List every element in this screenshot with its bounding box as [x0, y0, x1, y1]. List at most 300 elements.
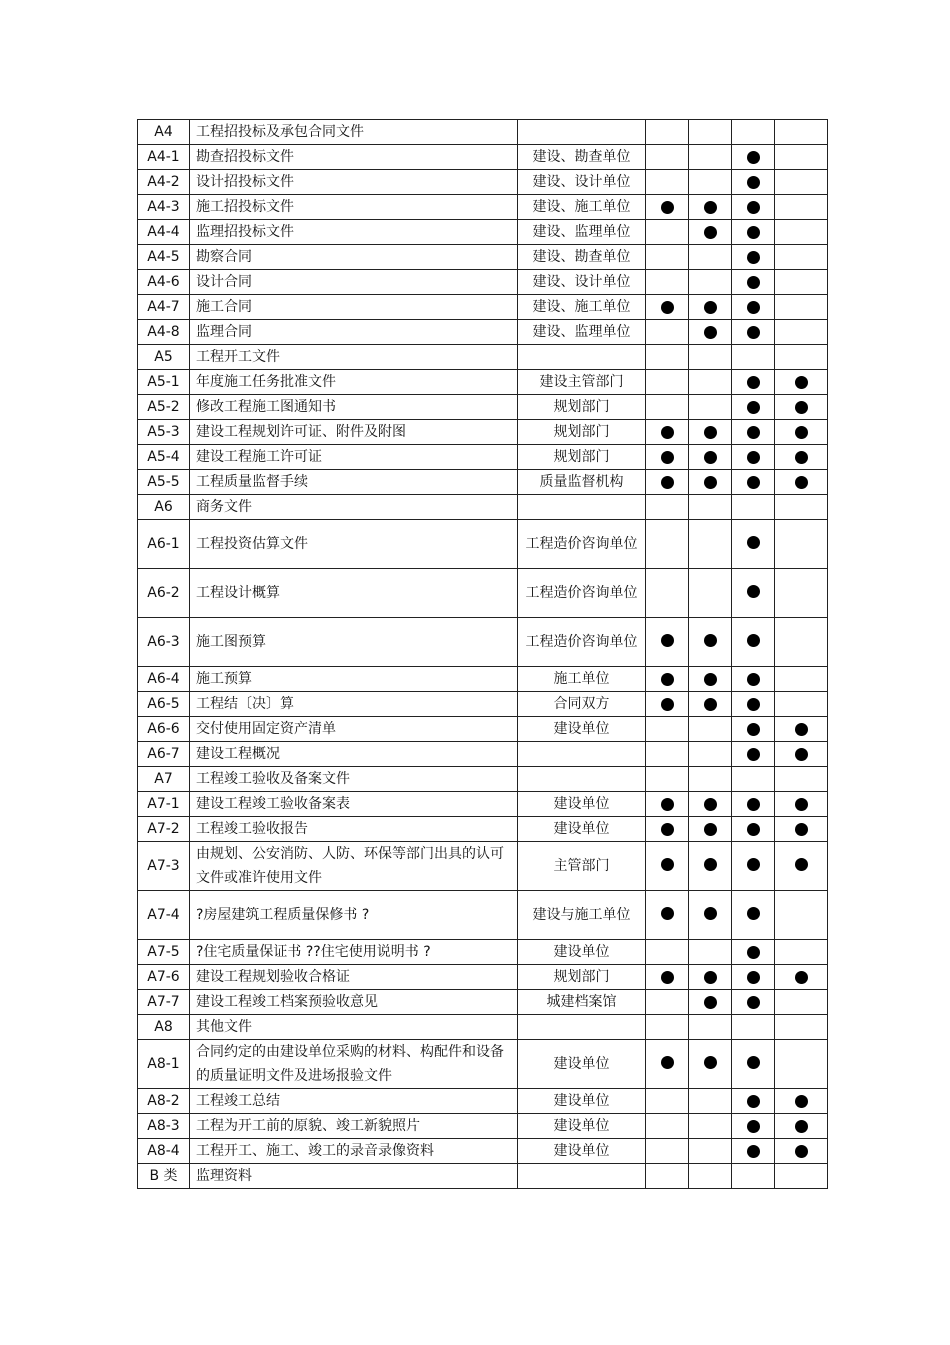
table-row [138, 767, 828, 792]
mark-cell [646, 717, 689, 742]
mark-cell [646, 891, 689, 940]
row-unit: 城建档案馆 [518, 990, 646, 1015]
mark-cell [775, 420, 828, 445]
row-code: A4-8 [138, 320, 190, 345]
mark-cell [646, 520, 689, 569]
mark-cell [732, 569, 775, 618]
table-row [138, 220, 828, 245]
mark-cell [775, 1089, 828, 1114]
mark-cell [646, 792, 689, 817]
row-document-name: ?房屋建筑工程质量保修书 ? [190, 891, 518, 940]
row-code: A5-1 [138, 370, 190, 395]
mark-cell [775, 145, 828, 170]
mark-cell [775, 295, 828, 320]
table-row [138, 1089, 828, 1114]
filled-circle-icon [795, 1120, 808, 1133]
row-code: A4-5 [138, 245, 190, 270]
filled-circle-icon [747, 907, 760, 920]
table-row [138, 667, 828, 692]
filled-circle-icon [747, 634, 760, 647]
mark-cell [775, 767, 828, 792]
mark-cell [646, 445, 689, 470]
mark-cell [689, 1015, 732, 1040]
mark-cell [732, 940, 775, 965]
mark-cell [646, 1114, 689, 1139]
mark-cell [732, 195, 775, 220]
mark-cell [646, 1015, 689, 1040]
row-document-name: 工程开工文件 [190, 345, 518, 370]
row-code: A7-4 [138, 891, 190, 940]
filled-circle-icon [747, 1056, 760, 1069]
filled-circle-icon [747, 476, 760, 489]
row-document-name: 建设工程竣工验收备案表 [190, 792, 518, 817]
filled-circle-icon [704, 476, 717, 489]
mark-cell [689, 792, 732, 817]
mark-cell [646, 345, 689, 370]
table-row [138, 270, 828, 295]
filled-circle-icon [661, 907, 674, 920]
mark-cell [775, 120, 828, 145]
row-document-name: 建设工程规划验收合格证 [190, 965, 518, 990]
filled-circle-icon [747, 996, 760, 1009]
row-unit: 建设单位 [518, 1139, 646, 1164]
mark-cell [732, 295, 775, 320]
mark-cell [689, 370, 732, 395]
table-row [138, 420, 828, 445]
row-document-name: 工程招投标及承包合同文件 [190, 120, 518, 145]
mark-cell [646, 940, 689, 965]
mark-cell [646, 470, 689, 495]
table-row [138, 295, 828, 320]
row-code: A7-7 [138, 990, 190, 1015]
row-code: A7-5 [138, 940, 190, 965]
filled-circle-icon [661, 798, 674, 811]
mark-cell [646, 842, 689, 891]
row-document-name: 年度施工任务批准文件 [190, 370, 518, 395]
filled-circle-icon [704, 798, 717, 811]
row-unit: 质量监督机构 [518, 470, 646, 495]
table-row [138, 817, 828, 842]
filled-circle-icon [704, 858, 717, 871]
mark-cell [732, 767, 775, 792]
filled-circle-icon [747, 276, 760, 289]
table-row [138, 965, 828, 990]
row-unit: 建设单位 [518, 1040, 646, 1089]
mark-cell [732, 395, 775, 420]
row-document-name: 工程竣工验收及备案文件 [190, 767, 518, 792]
mark-cell [689, 270, 732, 295]
mark-cell [646, 667, 689, 692]
mark-cell [646, 990, 689, 1015]
row-unit: 规划部门 [518, 420, 646, 445]
mark-cell [646, 270, 689, 295]
row-code: A4-2 [138, 170, 190, 195]
mark-cell [646, 420, 689, 445]
mark-cell [732, 245, 775, 270]
filled-circle-icon [747, 176, 760, 189]
filled-circle-icon [661, 823, 674, 836]
row-unit: 建设单位 [518, 817, 646, 842]
row-unit: 建设单位 [518, 1114, 646, 1139]
row-document-name: 设计招投标文件 [190, 170, 518, 195]
row-document-name: 施工预算 [190, 667, 518, 692]
mark-cell [689, 1040, 732, 1089]
mark-cell [689, 220, 732, 245]
filled-circle-icon [704, 426, 717, 439]
row-unit: 主管部门 [518, 842, 646, 891]
mark-cell [775, 270, 828, 295]
row-unit: 建设、施工单位 [518, 195, 646, 220]
mark-cell [689, 817, 732, 842]
table-row [138, 520, 828, 569]
table-row [138, 395, 828, 420]
filled-circle-icon [661, 673, 674, 686]
mark-cell [775, 842, 828, 891]
mark-cell [689, 470, 732, 495]
table-row [138, 370, 828, 395]
filled-circle-icon [704, 301, 717, 314]
mark-cell [775, 817, 828, 842]
filled-circle-icon [747, 451, 760, 464]
row-document-name: 勘查招投标文件 [190, 145, 518, 170]
row-code: A5-4 [138, 445, 190, 470]
mark-cell [775, 470, 828, 495]
mark-cell [646, 370, 689, 395]
table-row [138, 195, 828, 220]
row-unit: 建设单位 [518, 717, 646, 742]
filled-circle-icon [747, 401, 760, 414]
mark-cell [775, 445, 828, 470]
row-code: A6-3 [138, 618, 190, 667]
mark-cell [775, 220, 828, 245]
row-code: A7-3 [138, 842, 190, 891]
mark-cell [689, 395, 732, 420]
mark-cell [646, 170, 689, 195]
row-code: A4-6 [138, 270, 190, 295]
row-unit: 建设、监理单位 [518, 320, 646, 345]
mark-cell [732, 370, 775, 395]
mark-cell [646, 120, 689, 145]
row-unit: 工程造价咨询单位 [518, 569, 646, 618]
mark-cell [689, 445, 732, 470]
filled-circle-icon [747, 251, 760, 264]
table-row [138, 1164, 828, 1189]
row-code: B 类 [138, 1164, 190, 1189]
filled-circle-icon [747, 301, 760, 314]
row-code: A8-3 [138, 1114, 190, 1139]
mark-cell [775, 1114, 828, 1139]
table-row [138, 842, 828, 891]
row-unit: 工程造价咨询单位 [518, 520, 646, 569]
filled-circle-icon [704, 1056, 717, 1069]
filled-circle-icon [661, 634, 674, 647]
table-row [138, 320, 828, 345]
mark-cell [732, 220, 775, 245]
mark-cell [775, 520, 828, 569]
row-code: A8-4 [138, 1139, 190, 1164]
table-row [138, 940, 828, 965]
table-row [138, 345, 828, 370]
mark-cell [689, 295, 732, 320]
row-document-name: 工程开工、施工、竣工的录音录像资料 [190, 1139, 518, 1164]
row-unit: 建设、设计单位 [518, 270, 646, 295]
row-code: A6 [138, 495, 190, 520]
filled-circle-icon [704, 326, 717, 339]
row-unit [518, 767, 646, 792]
mark-cell [775, 1139, 828, 1164]
row-code: A6-2 [138, 569, 190, 618]
filled-circle-icon [747, 858, 760, 871]
mark-cell [689, 320, 732, 345]
table-row [138, 792, 828, 817]
row-code: A8-1 [138, 1040, 190, 1089]
filled-circle-icon [747, 326, 760, 339]
row-document-name: 商务文件 [190, 495, 518, 520]
mark-cell [646, 295, 689, 320]
filled-circle-icon [747, 946, 760, 959]
filled-circle-icon [704, 698, 717, 711]
row-unit: 建设与施工单位 [518, 891, 646, 940]
mark-cell [646, 220, 689, 245]
mark-cell [689, 1089, 732, 1114]
mark-cell [775, 395, 828, 420]
filled-circle-icon [795, 858, 808, 871]
row-document-name: 监理招投标文件 [190, 220, 518, 245]
row-unit: 建设单位 [518, 940, 646, 965]
row-code: A5-3 [138, 420, 190, 445]
mark-cell [646, 195, 689, 220]
mark-cell [689, 120, 732, 145]
mark-cell [689, 842, 732, 891]
filled-circle-icon [747, 698, 760, 711]
filled-circle-icon [704, 823, 717, 836]
row-unit: 建设单位 [518, 1089, 646, 1114]
table-row [138, 742, 828, 767]
filled-circle-icon [795, 451, 808, 464]
row-unit [518, 742, 646, 767]
row-unit: 规划部门 [518, 445, 646, 470]
mark-cell [689, 245, 732, 270]
filled-circle-icon [747, 723, 760, 736]
mark-cell [732, 990, 775, 1015]
mark-cell [775, 1040, 828, 1089]
mark-cell [775, 990, 828, 1015]
mark-cell [732, 1015, 775, 1040]
row-code: A5 [138, 345, 190, 370]
row-document-name: 建设工程概况 [190, 742, 518, 767]
row-document-name: 工程结〔决〕算 [190, 692, 518, 717]
filled-circle-icon [704, 971, 717, 984]
filled-circle-icon [747, 971, 760, 984]
row-document-name: 勘察合同 [190, 245, 518, 270]
row-document-name: 工程设计概算 [190, 569, 518, 618]
mark-cell [732, 445, 775, 470]
filled-circle-icon [747, 1145, 760, 1158]
row-unit [518, 120, 646, 145]
mark-cell [689, 569, 732, 618]
mark-cell [775, 618, 828, 667]
filled-circle-icon [661, 201, 674, 214]
filled-circle-icon [747, 798, 760, 811]
filled-circle-icon [795, 376, 808, 389]
mark-cell [646, 1040, 689, 1089]
row-document-name: 设计合同 [190, 270, 518, 295]
row-unit: 建设、施工单位 [518, 295, 646, 320]
table-row [138, 1015, 828, 1040]
filled-circle-icon [795, 1145, 808, 1158]
row-unit [518, 345, 646, 370]
mark-cell [732, 817, 775, 842]
table-row [138, 170, 828, 195]
mark-cell [775, 717, 828, 742]
mark-cell [646, 145, 689, 170]
mark-cell [689, 1164, 732, 1189]
mark-cell [689, 195, 732, 220]
table-row [138, 618, 828, 667]
row-unit: 建设、勘查单位 [518, 245, 646, 270]
mark-cell [732, 842, 775, 891]
mark-cell [689, 667, 732, 692]
filled-circle-icon [747, 226, 760, 239]
row-document-name: 建设工程竣工档案预验收意见 [190, 990, 518, 1015]
row-document-name: ?住宅质量保证书 ??住宅使用说明书 ? [190, 940, 518, 965]
row-code: A8 [138, 1015, 190, 1040]
mark-cell [646, 618, 689, 667]
row-unit: 建设单位 [518, 792, 646, 817]
filled-circle-icon [795, 748, 808, 761]
filled-circle-icon [661, 476, 674, 489]
filled-circle-icon [661, 1056, 674, 1069]
mark-cell [646, 965, 689, 990]
mark-cell [689, 1114, 732, 1139]
mark-cell [689, 965, 732, 990]
mark-cell [646, 245, 689, 270]
mark-cell [689, 520, 732, 569]
filled-circle-icon [795, 723, 808, 736]
mark-cell [732, 1139, 775, 1164]
table-row [138, 569, 828, 618]
row-document-name: 合同约定的由建设单位采购的材料、构配件和设备的质量证明文件及进场报验文件 [190, 1040, 518, 1089]
mark-cell [689, 990, 732, 1015]
mark-cell [775, 667, 828, 692]
table-body [138, 120, 828, 1189]
table-row [138, 245, 828, 270]
filled-circle-icon [747, 673, 760, 686]
filled-circle-icon [704, 634, 717, 647]
row-unit: 施工单位 [518, 667, 646, 692]
table-row [138, 717, 828, 742]
row-document-name: 工程为开工前的原貌、竣工新貌照片 [190, 1114, 518, 1139]
mark-cell [775, 742, 828, 767]
filled-circle-icon [661, 698, 674, 711]
mark-cell [732, 270, 775, 295]
row-code: A7-6 [138, 965, 190, 990]
mark-cell [775, 345, 828, 370]
mark-cell [689, 618, 732, 667]
filled-circle-icon [661, 858, 674, 871]
row-code: A5-5 [138, 470, 190, 495]
mark-cell [732, 965, 775, 990]
mark-cell [775, 195, 828, 220]
row-unit [518, 1015, 646, 1040]
table-row [138, 495, 828, 520]
row-unit: 合同双方 [518, 692, 646, 717]
filled-circle-icon [704, 673, 717, 686]
mark-cell [689, 717, 732, 742]
filled-circle-icon [747, 151, 760, 164]
mark-cell [646, 817, 689, 842]
row-document-name: 工程竣工总结 [190, 1089, 518, 1114]
mark-cell [732, 1114, 775, 1139]
row-document-name: 建设工程规划许可证、附件及附图 [190, 420, 518, 445]
filled-circle-icon [661, 971, 674, 984]
mark-cell [732, 618, 775, 667]
row-code: A6-4 [138, 667, 190, 692]
filled-circle-icon [747, 376, 760, 389]
filled-circle-icon [795, 823, 808, 836]
filled-circle-icon [795, 1095, 808, 1108]
row-document-name: 由规划、公安消防、人防、环保等部门出具的认可文件或准许使用文件 [190, 842, 518, 891]
row-document-name: 施工图预算 [190, 618, 518, 667]
mark-cell [775, 1164, 828, 1189]
mark-cell [775, 320, 828, 345]
filled-circle-icon [795, 798, 808, 811]
mark-cell [689, 742, 732, 767]
row-code: A4-3 [138, 195, 190, 220]
mark-cell [732, 1089, 775, 1114]
mark-cell [732, 120, 775, 145]
row-document-name: 监理资料 [190, 1164, 518, 1189]
filled-circle-icon [661, 451, 674, 464]
filled-circle-icon [704, 451, 717, 464]
mark-cell [689, 145, 732, 170]
mark-cell [775, 692, 828, 717]
row-code: A7-2 [138, 817, 190, 842]
row-code: A4-7 [138, 295, 190, 320]
table-row [138, 470, 828, 495]
filled-circle-icon [661, 301, 674, 314]
mark-cell [775, 370, 828, 395]
mark-cell [732, 470, 775, 495]
mark-cell [689, 1139, 732, 1164]
row-document-name: 建设工程施工许可证 [190, 445, 518, 470]
mark-cell [732, 742, 775, 767]
archive-table [137, 119, 828, 1189]
filled-circle-icon [704, 201, 717, 214]
filled-circle-icon [704, 226, 717, 239]
row-unit: 建设、勘查单位 [518, 145, 646, 170]
mark-cell [646, 1139, 689, 1164]
row-unit: 规划部门 [518, 395, 646, 420]
row-document-name: 工程质量监督手续 [190, 470, 518, 495]
row-unit: 建设主管部门 [518, 370, 646, 395]
row-document-name: 施工合同 [190, 295, 518, 320]
mark-cell [775, 569, 828, 618]
table-row [138, 145, 828, 170]
table-row [138, 445, 828, 470]
filled-circle-icon [747, 426, 760, 439]
filled-circle-icon [704, 996, 717, 1009]
table-row [138, 692, 828, 717]
mark-cell [732, 1040, 775, 1089]
mark-cell [732, 520, 775, 569]
filled-circle-icon [795, 971, 808, 984]
row-unit: 规划部门 [518, 965, 646, 990]
mark-cell [775, 940, 828, 965]
table-row [138, 1040, 828, 1089]
row-code: A6-7 [138, 742, 190, 767]
mark-cell [646, 742, 689, 767]
